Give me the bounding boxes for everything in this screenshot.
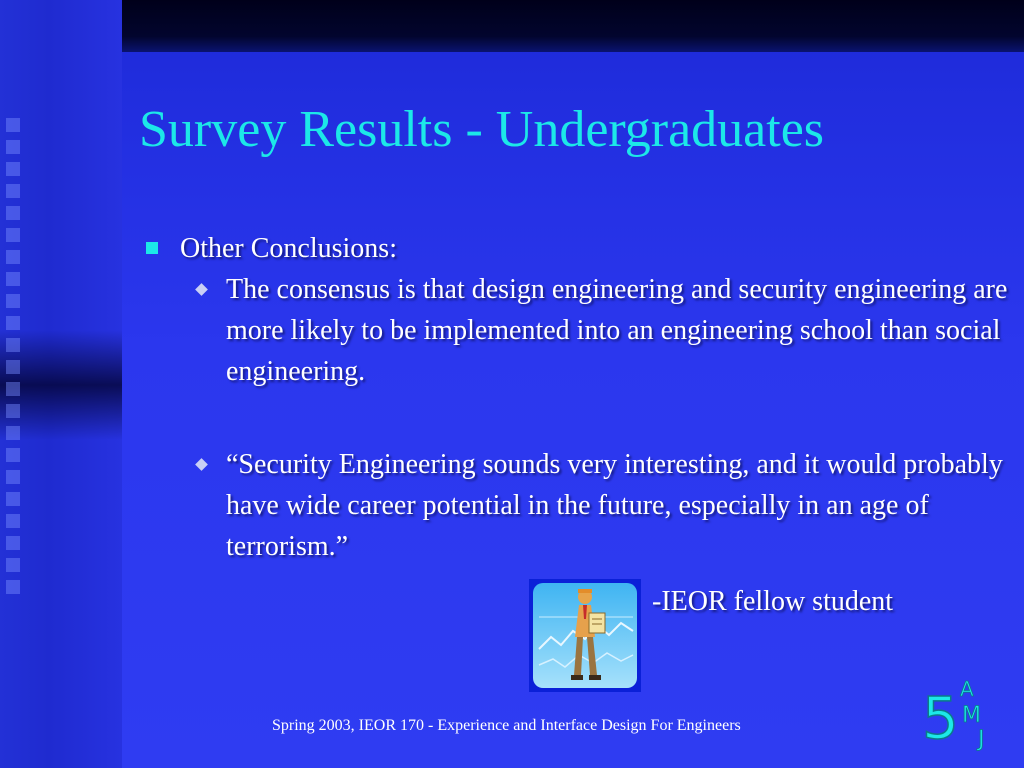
engineer-clipart-image	[529, 579, 641, 692]
diamond-bullet-icon	[195, 283, 208, 296]
decor-square	[6, 184, 20, 198]
sub-bullet-quote	[140, 444, 1010, 567]
decor-square	[6, 316, 20, 330]
decor-square	[6, 118, 20, 132]
decor-square	[6, 514, 20, 528]
5amj-logo	[920, 672, 1000, 752]
bullet-other-conclusions	[140, 228, 1010, 269]
quote-attribution: -IEOR fellow student	[652, 586, 894, 617]
decor-square	[6, 360, 20, 374]
decor-square	[6, 404, 20, 418]
left-decor-strip	[0, 0, 122, 768]
decor-square	[6, 492, 20, 506]
decor-square	[6, 338, 20, 352]
decor-squares	[6, 118, 28, 658]
diamond-bullet-icon	[195, 458, 208, 471]
logo-digit: 5	[922, 684, 959, 752]
sub-bullet-consensus	[140, 269, 1010, 392]
engineer-with-clipboard-icon	[529, 579, 641, 692]
slide-footer: Spring 2003, IEOR 170 - Experience and Interface Design For Engineers	[272, 717, 741, 734]
logo-letter-j: J	[978, 727, 985, 752]
decor-square	[6, 206, 20, 220]
sub-bullet-text: “Security Engineering sounds very interesting, and it would probably have wide career potential in the future, especially in an age of terrorism.”	[226, 449, 1003, 562]
logo-letter-m: M	[962, 703, 981, 728]
sub-bullet-text: The consensus is that design engineering and security engineering are more likely to be implemented into an engineering school than social engineering.	[226, 274, 1008, 387]
decor-square	[6, 426, 20, 440]
decor-square	[6, 448, 20, 462]
decor-square	[6, 558, 20, 572]
decor-square	[6, 162, 20, 176]
decor-square	[6, 470, 20, 484]
decor-square	[6, 228, 20, 242]
slide-title: Survey Results - Undergraduates	[139, 101, 825, 158]
decor-square	[6, 382, 20, 396]
decor-square	[6, 536, 20, 550]
decor-square	[6, 250, 20, 264]
logo-icon	[920, 672, 1000, 752]
paragraph-gap	[140, 392, 1010, 444]
top-band	[122, 0, 1024, 52]
decor-square	[6, 272, 20, 286]
decor-square	[6, 294, 20, 308]
slide-body	[140, 228, 1010, 567]
logo-letter-a: A	[960, 677, 974, 701]
decor-square	[6, 140, 20, 154]
square-bullet-icon	[146, 242, 158, 254]
decor-square	[6, 580, 20, 594]
bullet-text: Other Conclusions:	[180, 233, 397, 264]
